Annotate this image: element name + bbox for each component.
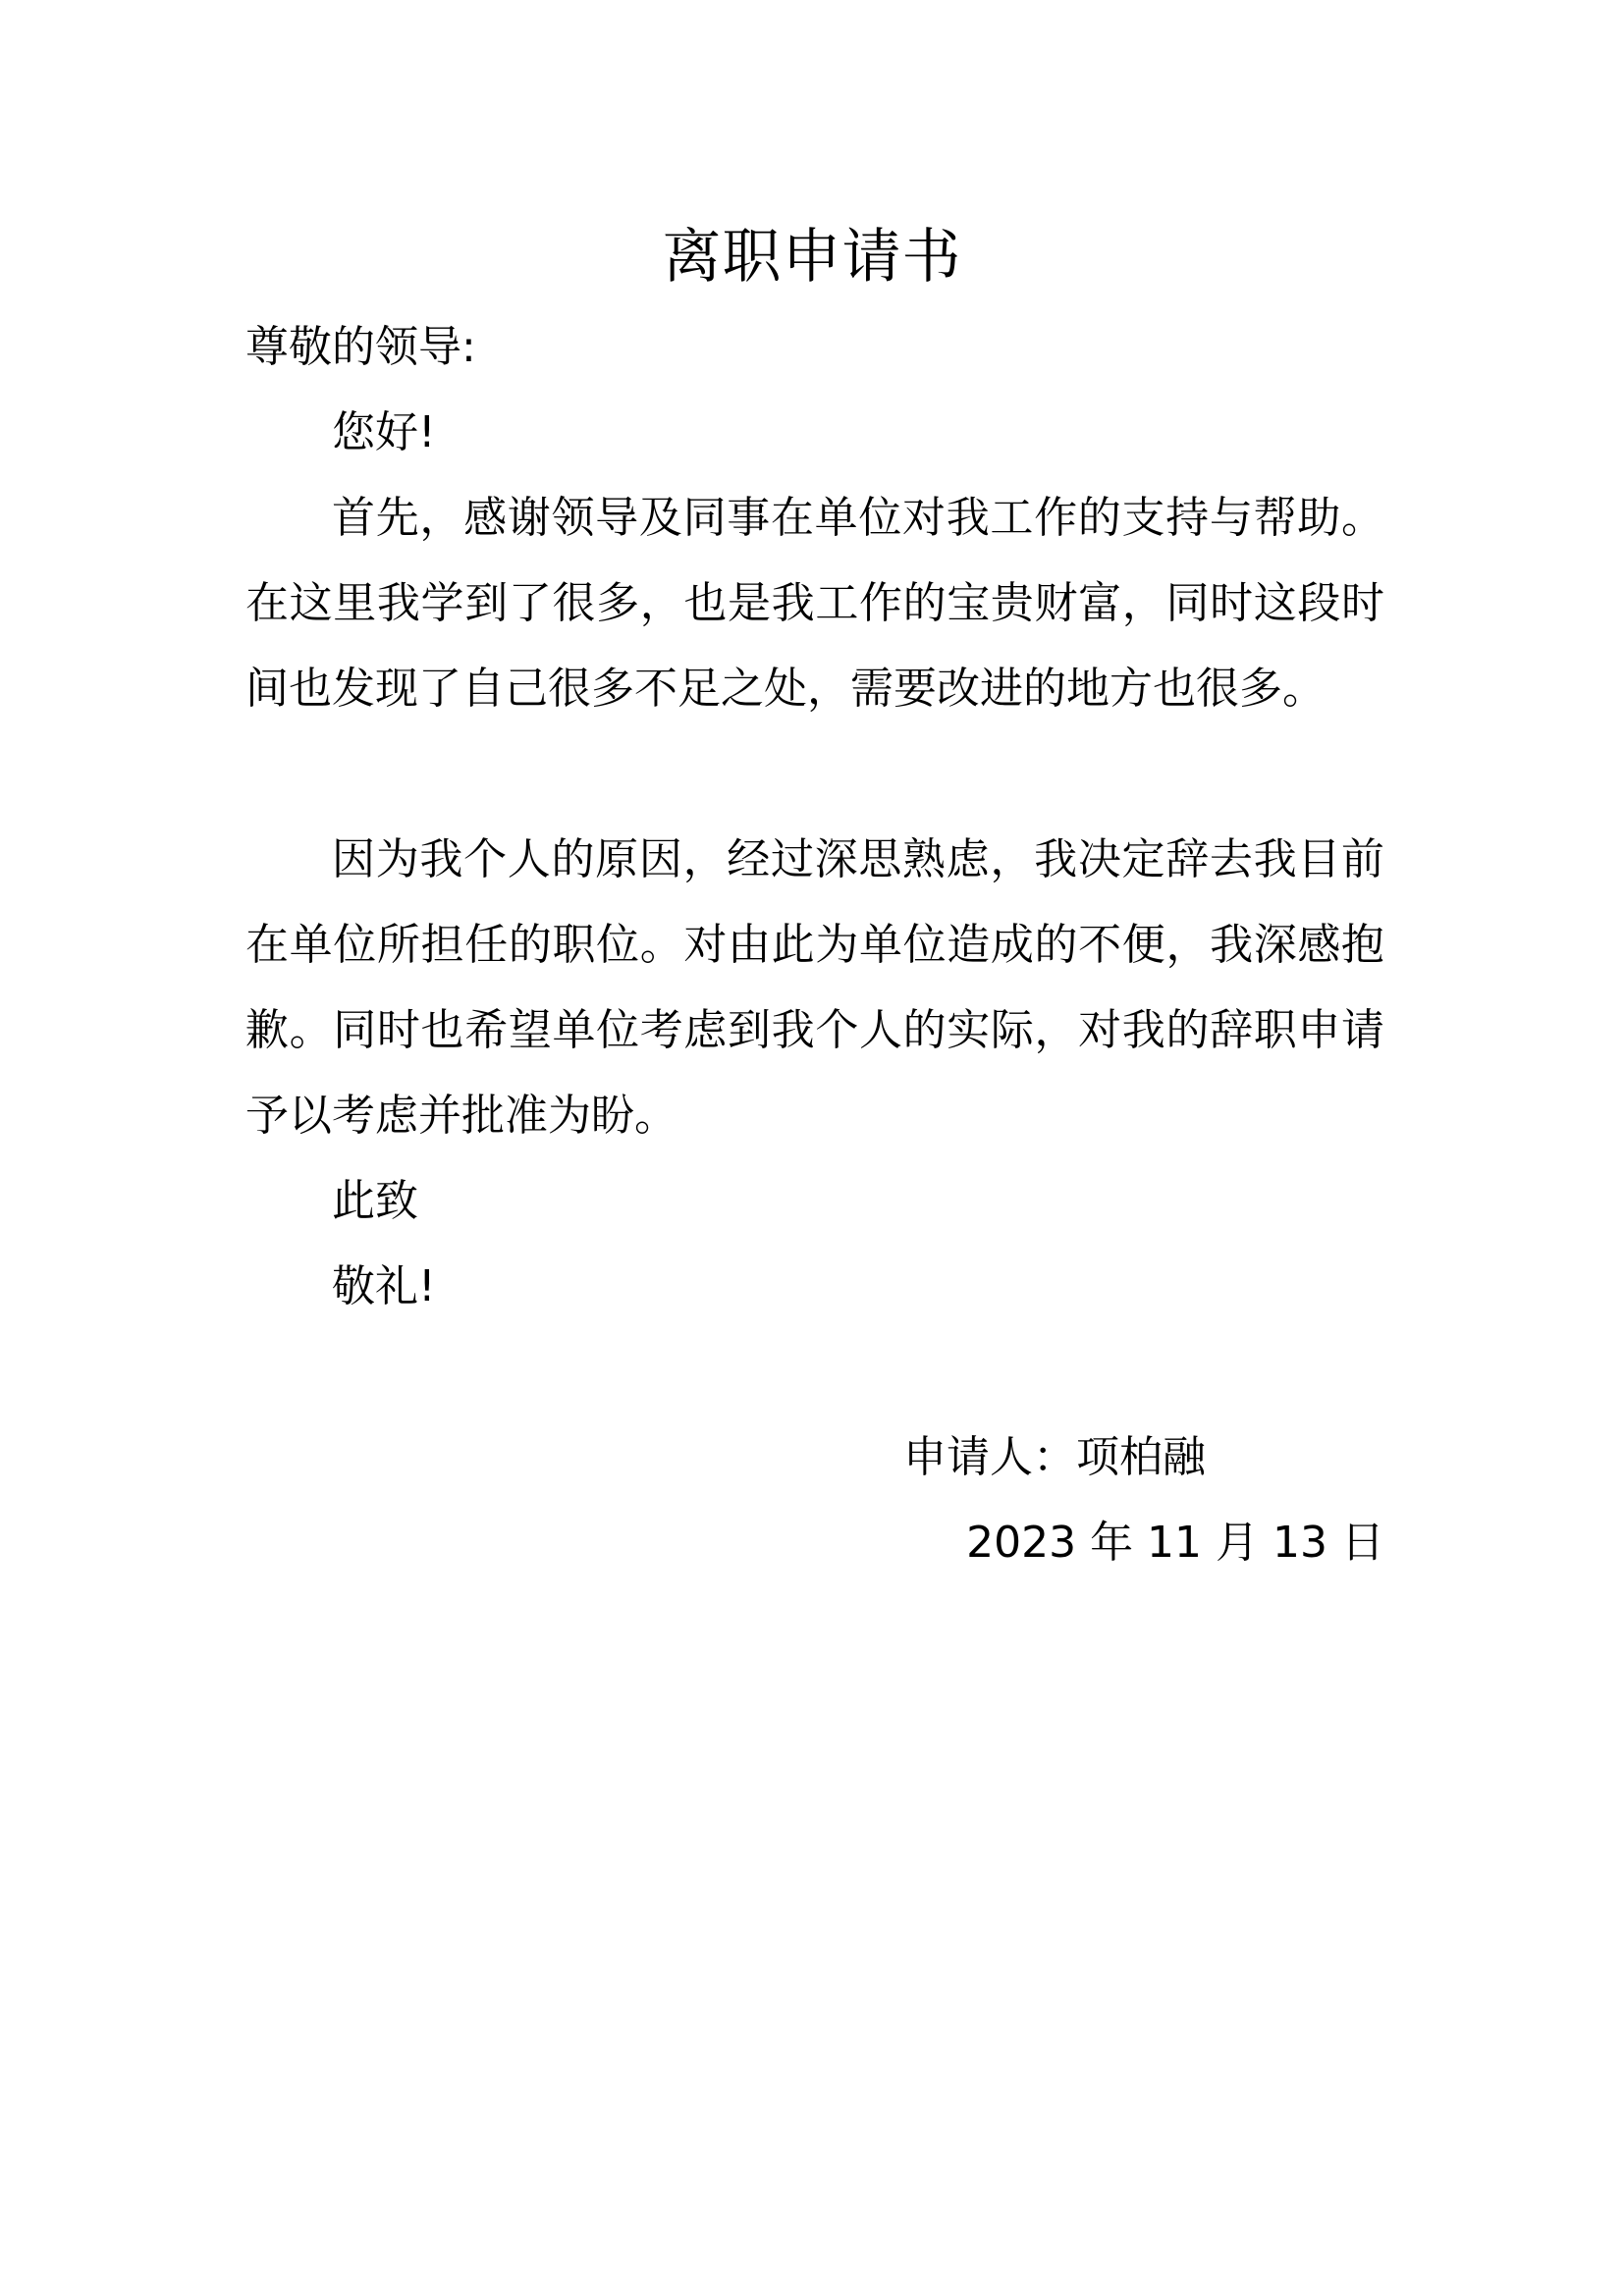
- closing-line-2: 敬礼!: [332, 1261, 436, 1311]
- applicant-signature: 申请人：项柏融: [903, 1432, 1206, 1482]
- paragraph-resignation-reason: 因为我个人的原因，经过深思熟虑，我决定辞去我目前在单位所担任的职位。对由此为单位造成的不便，我深感抱歉。同时也希望单位考虑到我个人的实际，对我的辞职申请予以考虑并批准为盼。: [245, 834, 1384, 1141]
- salutation: 尊敬的领导:: [245, 322, 476, 372]
- document-date: 2023 年 11 月 13 日: [966, 1518, 1384, 1568]
- paragraph-gratitude: 首先，感谢领导及同事在单位对我工作的支持与帮助。在这里我学到了很多，也是我工作的宝贵财富，同时这段时间也发现了自己很多不足之处，需要改进的地方也很多。: [245, 493, 1384, 714]
- closing-line-1: 此致: [332, 1176, 418, 1226]
- greeting-line: 您好!: [332, 407, 436, 457]
- document-title: 离职申请书: [662, 223, 962, 292]
